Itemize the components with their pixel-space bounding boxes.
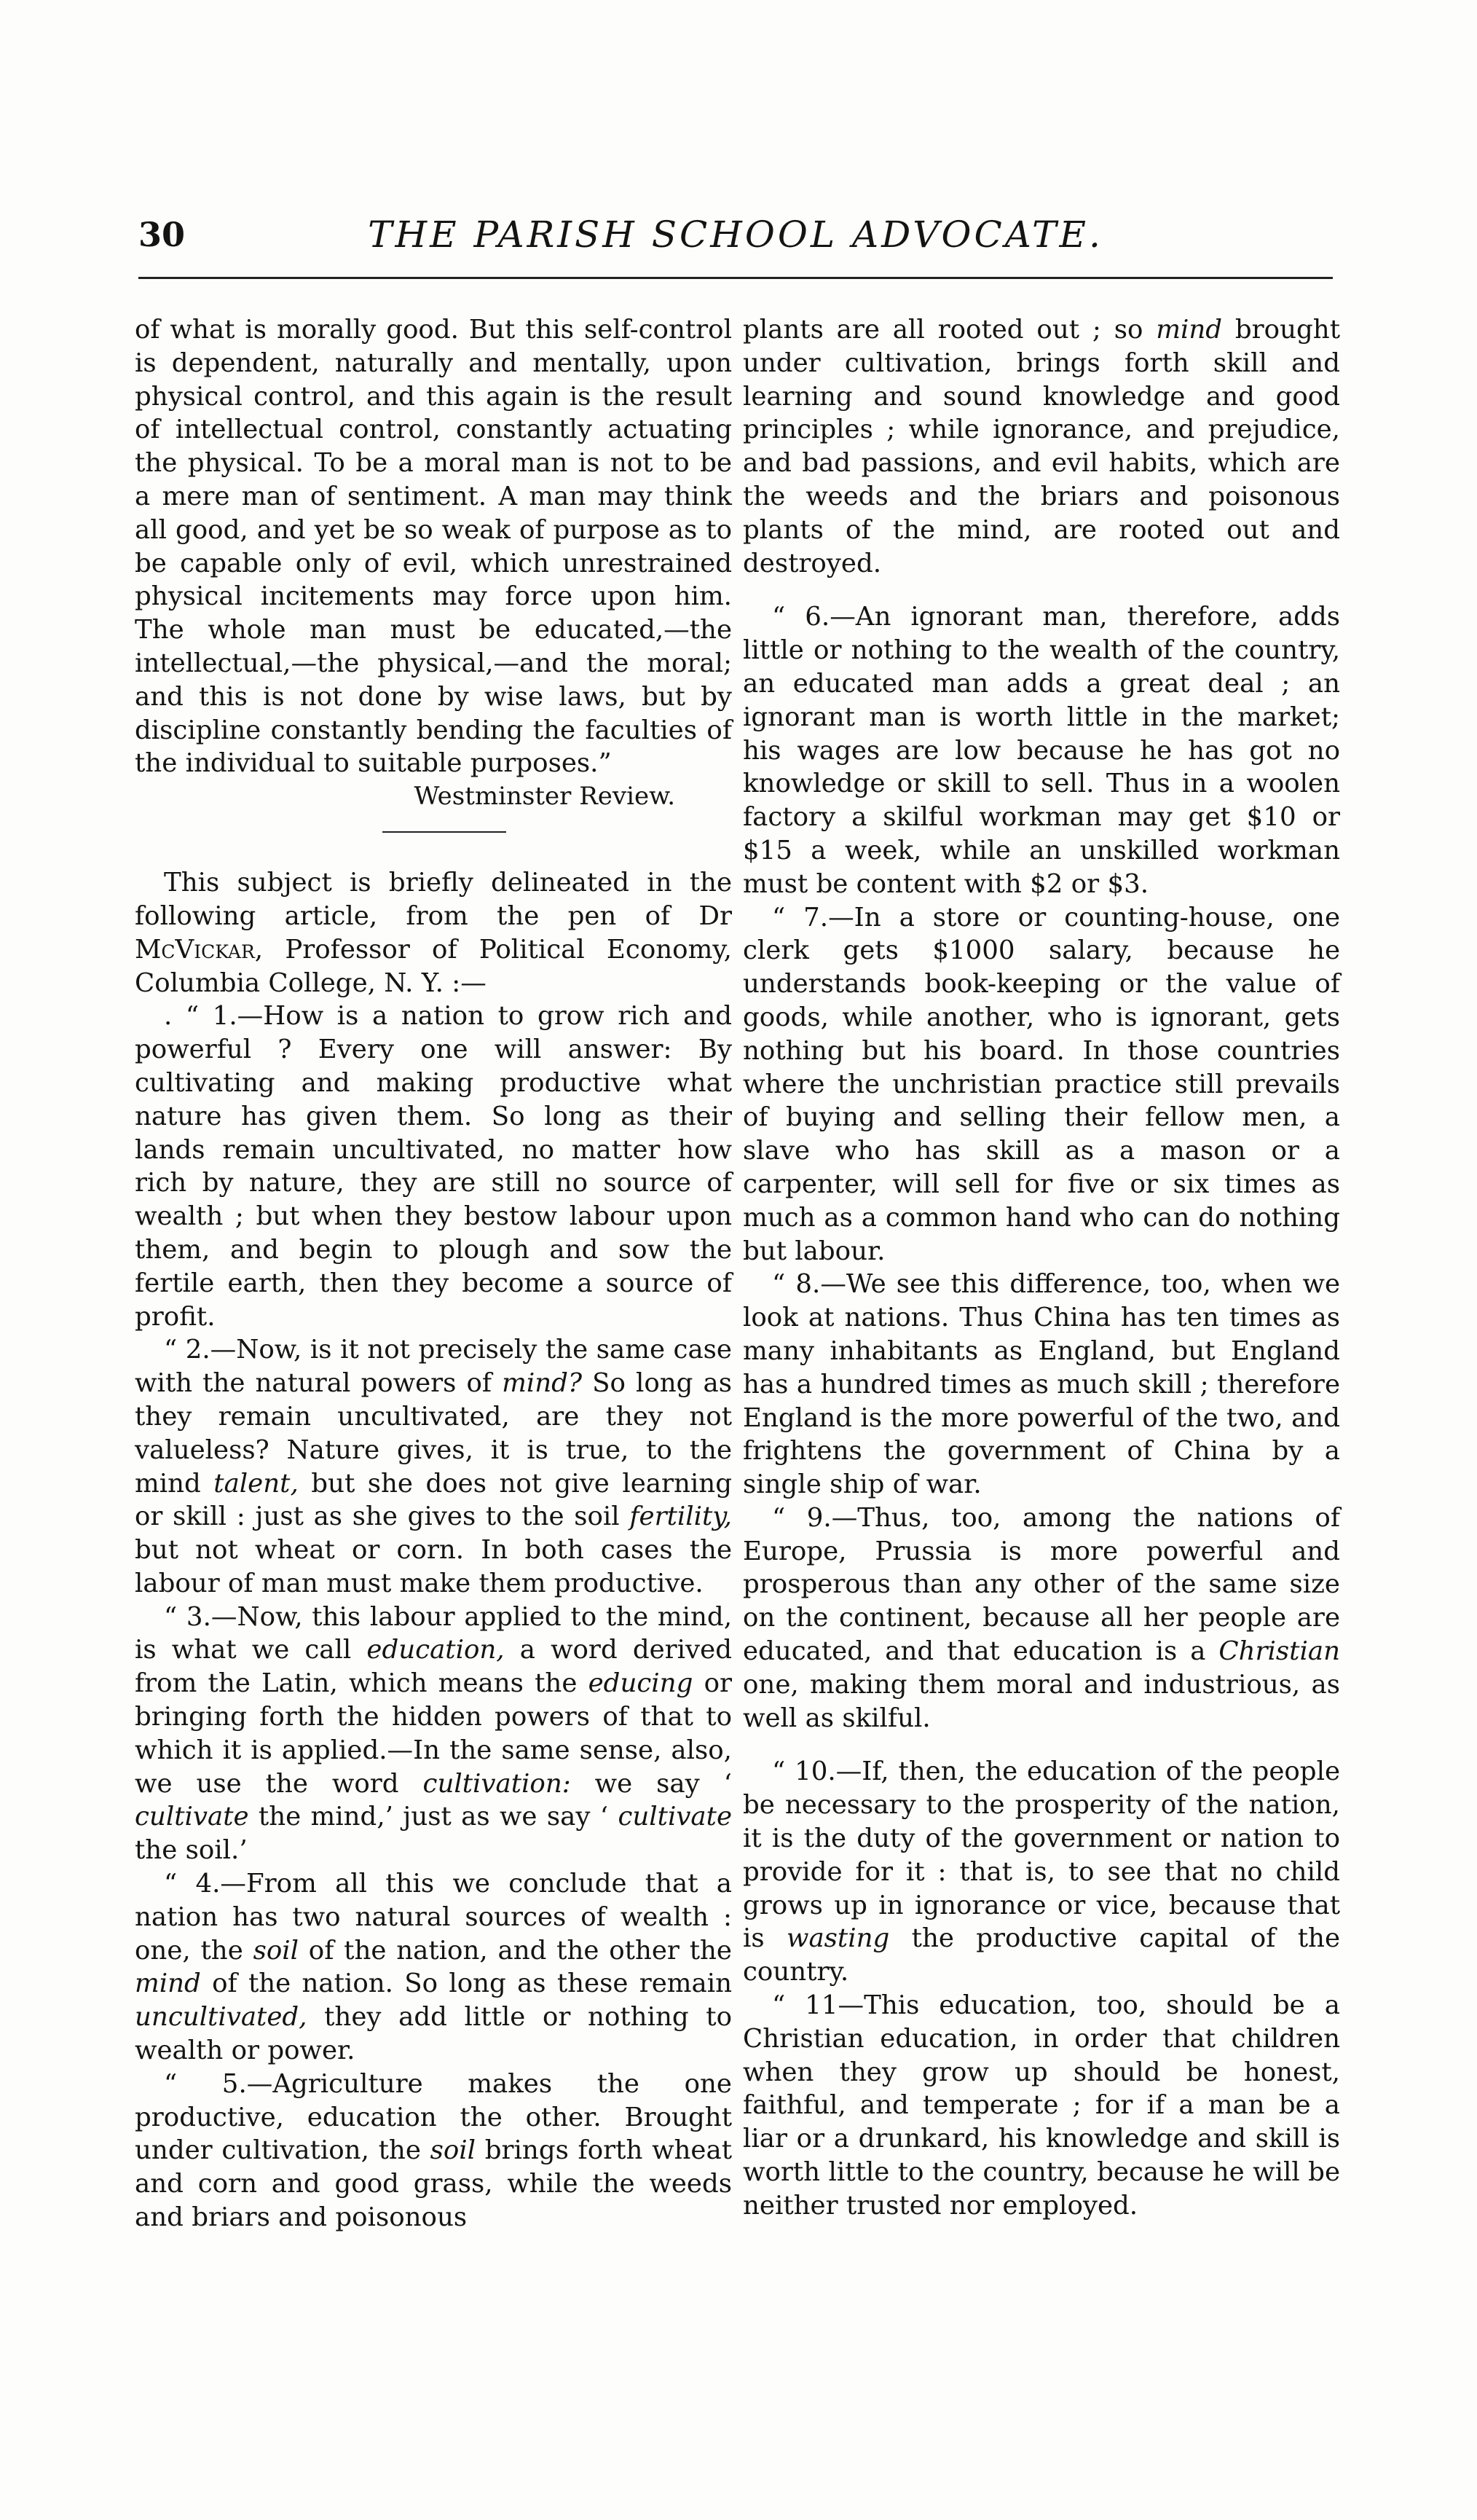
text: brought under cultivation, brings forth skill and learning and sound knowledge and good principles ; while ignorance, and prejudice, and bad passions, and evil habits, which are the weeds and the briars and poisonous plants of the mind, are rooted out and destroyed. <box>743 315 1340 578</box>
journal-title: THE PARISH SCHOOL ADVOCATE. <box>368 213 1103 256</box>
author-name: McVickar <box>135 934 255 965</box>
italic-text: Christian <box>1218 1636 1340 1667</box>
text: or bringing forth the hidden powers of that to which it is applied.—In the same sense, also, we use the word <box>135 1668 732 1799</box>
text: the mind,’ just as we say ‘ <box>248 1802 618 1832</box>
paragraph-continued: of what is morally good. But this self-control is dependent, naturally and mentally, upon physical control, and this again is the result of intellectual control, constantly actuating the physical. To be a moral man is not to be a mere man of sentiment. A man may think all good, and yet be so weak of purpose as to be capable only of evil, which unrestrained physical incitements may force upon him. The whole man must be educated,—the intellectual,—the physical,—and the moral; and this is not done by wise laws, but by discipline constantly bending the faculties of the individual to suitable purposes.” <box>135 315 732 779</box>
text: we say ‘ <box>570 1768 732 1799</box>
italic-text: fertility, <box>629 1502 732 1532</box>
text: brings forth wheat and corn and good grass, while the weeds and briars and poisonous <box>135 2135 732 2233</box>
italic-text: mind <box>1156 315 1223 345</box>
left-column <box>135 313 732 2234</box>
text: they add little or nothing to wealth or power. <box>135 2002 732 2066</box>
paragraph-3 <box>135 1601 732 1867</box>
text: “ 2.—Now, is it not precisely the same case with the natural powers of <box>135 1335 732 1399</box>
text: but she does not give learning or skill : just as she gives to the soil <box>135 1468 732 1532</box>
italic-text: cultivate <box>618 1802 732 1832</box>
attribution: Westminster Review. <box>414 782 675 812</box>
text: “ 3.—Now, this labour applied to the mind, is what we call <box>135 1601 732 1665</box>
italic-text: mind <box>135 1968 201 1999</box>
text: “ 5.—Agriculture makes the one productive, education the other. Brought under cultivation, the <box>135 2068 732 2166</box>
paragraph-7: “ 7.—In a store or counting-house, one clerk gets $1000 salary, because he understands book-keeping or the value of goods, while another, who is ignorant, gets nothing but his board. In those countries where the unchristian practice still prevails of buying and selling their fellow men, a slave who has skill as a mason or a carpenter, will sell for five or six times as much as a common hand who can do nothing but labour. <box>743 902 1340 1266</box>
paragraph-9 <box>743 1502 1340 1735</box>
paragraph-4 <box>135 1867 732 2068</box>
paragraph-5-continued <box>743 313 1340 580</box>
section-rule <box>382 831 506 833</box>
text: “ 4.—From all this we conclude that a nation has two natural sources of wealth : one, the <box>135 1869 732 1966</box>
text: but not wheat or corn. In both cases the labour of man must make them productive. <box>135 1535 732 1598</box>
italic-text: soil <box>430 2135 476 2166</box>
page-number: 30 <box>138 215 186 254</box>
text: the soil.’ <box>135 1835 248 1866</box>
italic-text: wasting <box>787 1923 890 1954</box>
paragraph-10 <box>743 1755 1340 1989</box>
text: “ 10.—If, then, the education of the people be necessary to the prosperity of the nation, it is the duty of the government or nation to provide for it : that is, to see that no child grows up in ignorance or vice, because that is <box>743 1756 1340 1954</box>
text: one, making them moral and industrious, as well as skilful. <box>743 1669 1340 1733</box>
text: of the nation. So long as these remain <box>200 1968 732 1999</box>
intro-paragraph <box>135 866 732 1000</box>
text: of the nation, and the other the <box>299 1935 732 1966</box>
text: the productive capital of the country. <box>743 1923 1340 1987</box>
paragraph-11: “ 11—This education, too, should be a Christian education, in order that children when they grow up should be honest, faithful, and temperate ; for if a man be a liar or a drunkard, his knowledge and skill is worth little to the country, because he will be neither trusted nor employed. <box>743 1990 1340 2221</box>
intro-text: This subject is briefly delineated in the following article, from the pen of Dr <box>135 868 732 931</box>
italic-text: talent, <box>213 1468 299 1499</box>
text: So long as they remain uncultivated, are they not valueless? Nature gives, it is true, to the mind <box>135 1368 732 1499</box>
italic-text: mind? <box>502 1368 583 1399</box>
header-rule <box>138 277 1333 279</box>
running-head <box>138 213 1333 271</box>
italic-text: educing <box>588 1668 693 1699</box>
paragraph-1: . “ 1.—How is a nation to grow rich and powerful ? Every one will answer: By cultivating and making productive what nature has given them. So long as their lands remain uncultivated, no matter how rich by nature, they are still no source of wealth ; but when they bestow labour upon them, and begin to plough and sow the fertile earth, then they become a source of profit. <box>135 1001 732 1332</box>
text: “ 9.—Thus, too, among the nations of Europe, Prussia is more powerful and prosperous than any other of the same size on the continent, because all her people are educated, and that education is a <box>743 1502 1340 1667</box>
text: plants are all rooted out ; so <box>743 315 1157 345</box>
paragraph-6: “ 6.—An ignorant man, therefore, adds little or nothing to the wealth of the country, an educated man adds a great deal ; an ignorant man is worth little in the market; his wages are low because he has got no knowledge or skill to sell. Thus in a woolen factory a skilful workman may get $10 or $15 a week, while an unskilled workman must be content with $2 or $3. <box>743 602 1340 899</box>
italic-text: cultivate <box>135 1802 249 1832</box>
paragraph-8: “ 8.—We see this difference, too, when we look at nations. Thus China has ten times as many inhabitants as England, but England has a hundred times as much skill ; therefore England is the more powerful of the two, and frightens the government of China by a single ship of war. <box>743 1269 1340 1500</box>
paragraph-5 <box>135 2068 732 2234</box>
intro-text: , Professor of Political Economy, Columbia College, N. Y. :— <box>135 934 732 998</box>
italic-text: soil <box>253 1935 299 1966</box>
italic-text: education, <box>366 1635 505 1665</box>
text: a word derived from the Latin, which means the <box>135 1635 732 1699</box>
right-column <box>743 313 1340 2223</box>
italic-text: cultivation: <box>422 1768 571 1799</box>
paragraph-2 <box>135 1333 732 1600</box>
italic-text: uncultivated, <box>135 2002 307 2033</box>
